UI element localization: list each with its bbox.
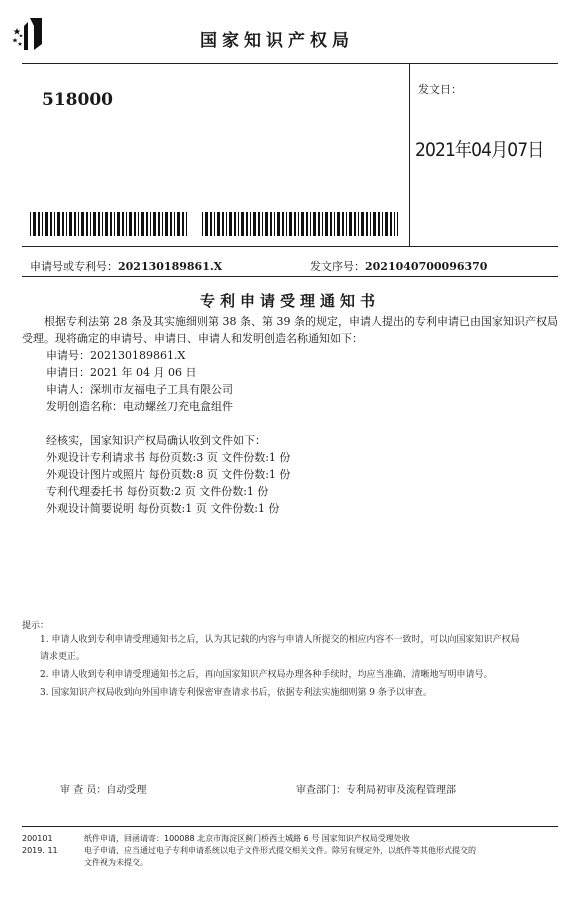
document-item: 外观设计图片或照片 每份页数:8 页 文件份数:1 份 — [46, 468, 291, 481]
date-column-divider — [409, 63, 410, 246]
tip-item: 2. 申请人收到专利申请受理通知书之后，再向国家知识产权局办理各种手续时，均应当准确、清晰地写明申请号。 — [40, 670, 493, 680]
footer-divider — [22, 826, 558, 827]
application-number: 202130189861.X — [118, 260, 223, 273]
application-number-row — [30, 258, 222, 274]
notice-title: 专利申请受理通知书 — [199, 292, 380, 310]
issue-date-label: 发文日： — [418, 83, 462, 96]
field-invention-name: 发明创造名称：电动螺丝刀充电盒组件 — [46, 400, 233, 413]
document-item: 外观设计专利请求书 每份页数:3 页 文件份数:1 份 — [46, 451, 291, 464]
review-department: 审查部门：专利局初审及流程管理部 — [296, 785, 456, 796]
form-version: 2019. 11 — [22, 846, 58, 855]
tip-item: 3. 国家知识产权局收到向外国申请专利保密审查请求书后，依据专利法实施细则第 9 条予以审查。 — [40, 688, 432, 698]
issue-date: 2021年04月07日 — [415, 139, 544, 161]
verify-intro: 经核实，国家知识产权局确认收到文件如下： — [46, 434, 266, 447]
meta-divider-bottom — [22, 276, 558, 277]
meta-divider-top — [22, 246, 558, 247]
footer-line-1: 纸件申请，回函请寄：100088 北京市海淀区蓟门桥西土城路 6 号 国家知识产权局受理处收 — [84, 834, 410, 843]
tip-item: 请求更正。 — [40, 652, 86, 662]
header-divider — [22, 63, 558, 64]
barcode-left — [30, 212, 188, 240]
form-code: 200101 — [22, 834, 53, 843]
tips-label: 提示： — [22, 621, 50, 631]
barcode-right — [202, 212, 398, 240]
serial-number: 2021040700096370 — [365, 260, 488, 273]
cnipa-emblem-icon — [12, 14, 46, 54]
tip-item: 1. 申请人收到专利申请受理通知书之后，认为其记载的内容与申请人所提交的相应内容不一致时，可以向国家知识产权局 — [40, 635, 520, 645]
field-application-date: 申请日：2021 年 04 月 06 日 — [46, 366, 197, 379]
field-application-number: 申请号：202130189861.X — [46, 349, 186, 362]
document-item: 专利代理委托书 每份页数:2 页 文件份数:1 份 — [46, 485, 269, 498]
field-applicant: 申请人：深圳市友福电子工具有限公司 — [46, 383, 233, 396]
notice-paragraph: 根据专利法第 28 条及其实施细则第 38 条、第 39 条的规定，申请人提出的专利申请已由国家知识产权局受理。现将确定的申请号、申请日、申请人和发明创造名称通知如下： — [22, 315, 558, 345]
examiner: 审 查 员：自动受理 — [60, 785, 147, 796]
footer-line-2: 电子申请，应当通过电子专利申请系统以电子文件形式提交相关文件。除另有规定外，以纸件等其他形式提交的 — [84, 846, 476, 855]
document-item: 外观设计简要说明 每份页数:1 页 文件份数:1 份 — [46, 502, 280, 515]
application-number-label: 申请号或专利号： — [30, 260, 118, 273]
serial-number-label: 发文序号： — [310, 260, 365, 273]
agency-name: 国家知识产权局 — [200, 31, 354, 51]
serial-number-row — [310, 258, 487, 274]
footer-line-3: 文件视为未提交。 — [84, 858, 148, 867]
postal-code: 518000 — [42, 90, 113, 110]
